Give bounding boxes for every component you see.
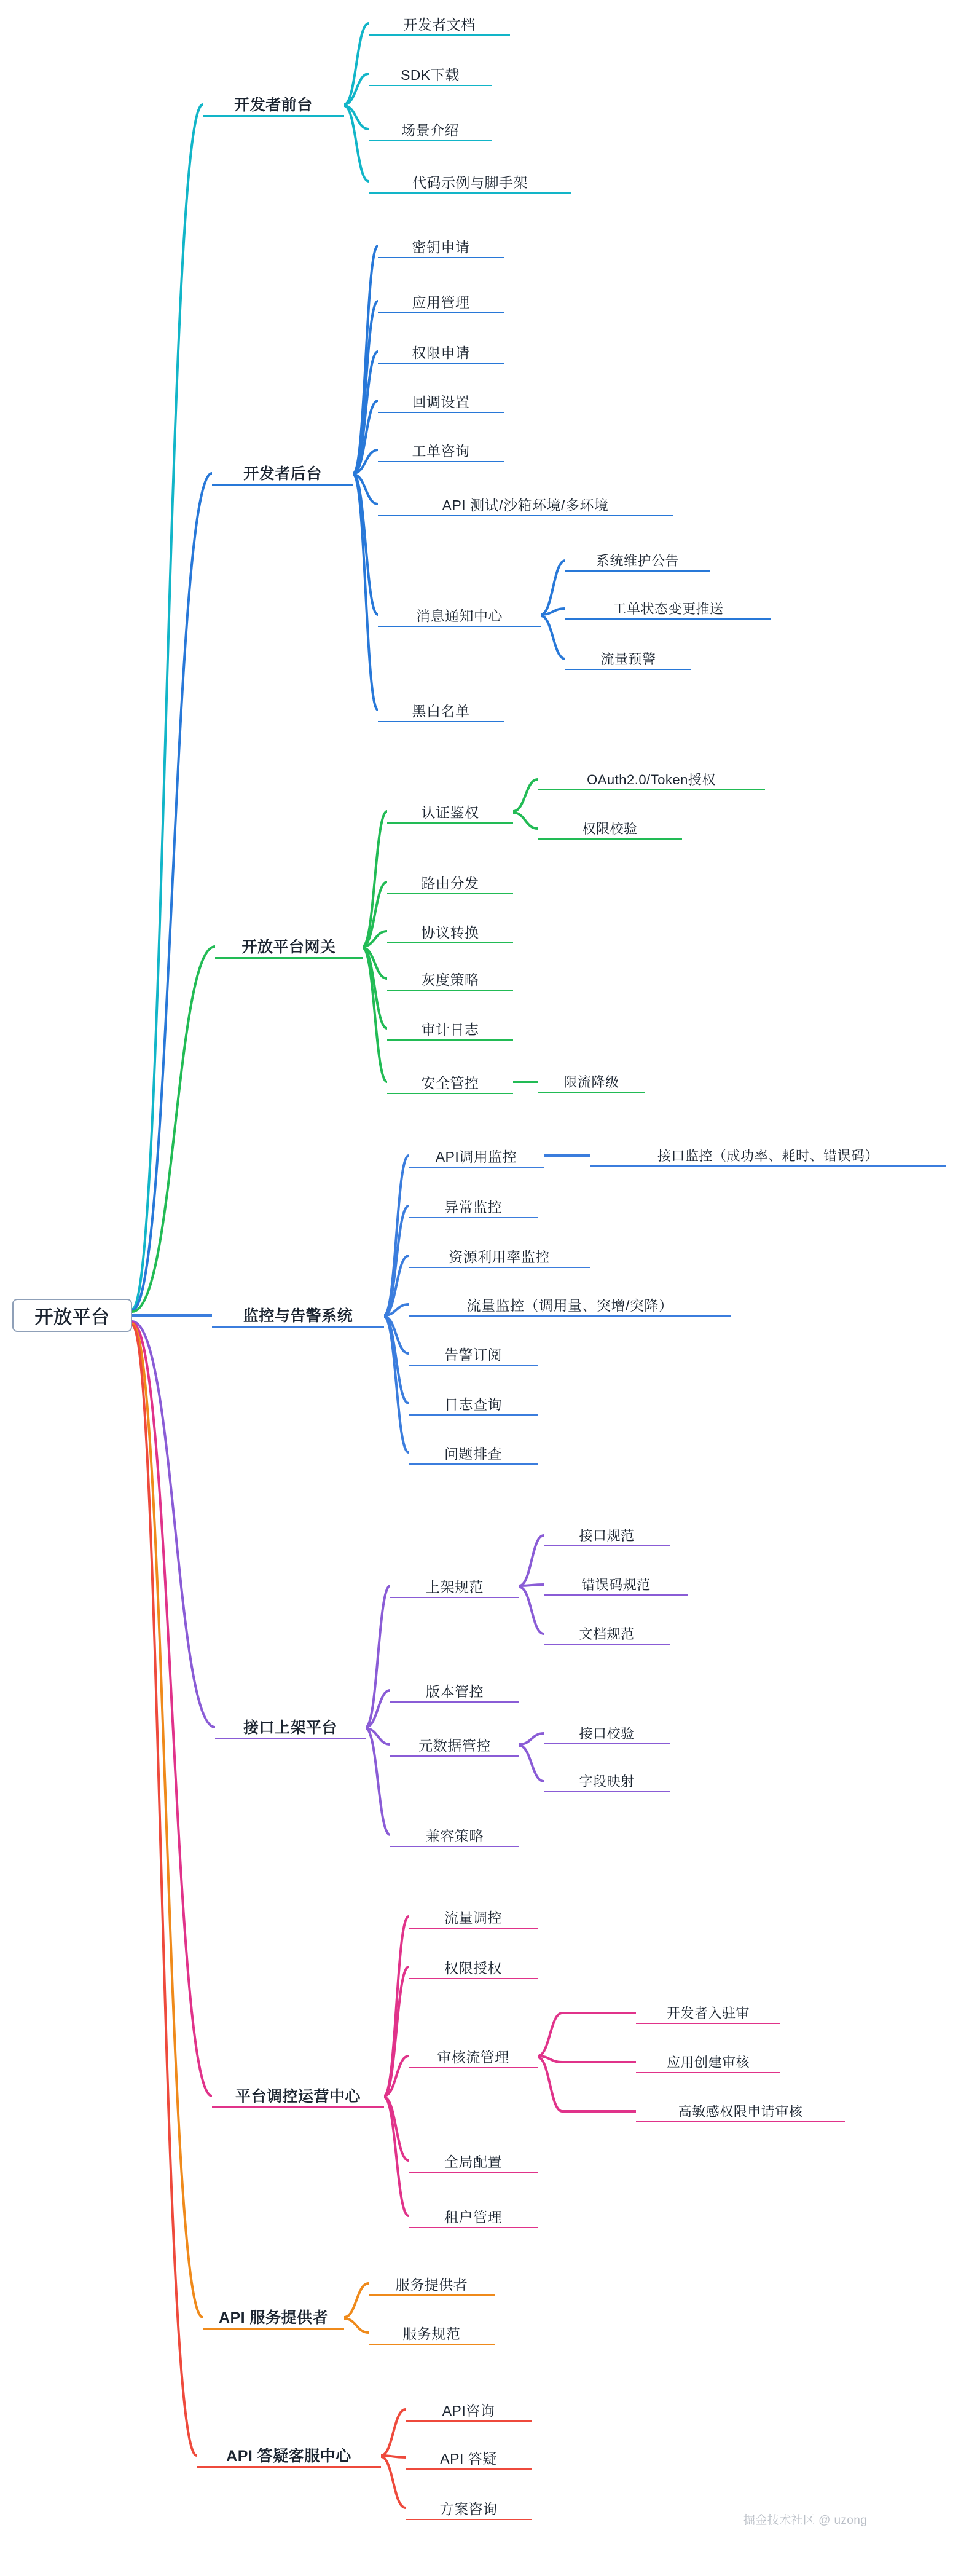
- child-label: 权限申请: [412, 344, 470, 361]
- child-label: API 测试/沙箱环境/多环境: [442, 497, 609, 513]
- child-node[interactable]: [378, 341, 504, 364]
- child-node[interactable]: [409, 1342, 538, 1366]
- child-label: 审计日志: [421, 1021, 479, 1038]
- branch-label: 接口上架平台: [243, 1719, 337, 1736]
- child-label: 应用管理: [412, 294, 470, 310]
- grandchild-label: 错误码规范: [581, 1577, 651, 1593]
- child-node[interactable]: [390, 1679, 519, 1703]
- child-node[interactable]: [390, 1733, 519, 1757]
- grandchild-node[interactable]: [590, 1144, 946, 1167]
- child-label: 元数据管控: [418, 1737, 491, 1754]
- child-node[interactable]: [387, 1071, 513, 1094]
- root-label: 开放平台: [34, 1307, 110, 1328]
- grandchild-label: OAuth2.0/Token授权: [587, 771, 716, 787]
- child-node[interactable]: [378, 235, 504, 258]
- child-label: 路由分发: [421, 875, 479, 891]
- grandchild-node[interactable]: [565, 648, 691, 670]
- grandchild-label: 文档规范: [579, 1626, 635, 1642]
- child-label: 流量监控（调用量、突增/突降）: [466, 1297, 673, 1314]
- child-node[interactable]: [369, 2272, 495, 2296]
- branch-label: 监控与告警系统: [243, 1307, 353, 1325]
- branch-label: 开发者前台: [234, 96, 313, 114]
- child-label: API咨询: [442, 2402, 495, 2419]
- grandchild-node[interactable]: [636, 2051, 780, 2073]
- child-label: 消息通知中心: [416, 607, 503, 624]
- child-node[interactable]: [369, 2322, 495, 2345]
- child-label: 协议转换: [421, 924, 479, 940]
- branch-node-developer-console[interactable]: [212, 461, 353, 486]
- child-label: API调用监控: [435, 1148, 517, 1165]
- child-label: 开发者文档: [403, 16, 476, 33]
- child-node[interactable]: [409, 1441, 538, 1465]
- child-node[interactable]: [406, 2398, 532, 2422]
- child-node[interactable]: [409, 1905, 538, 1929]
- child-label: 工单咨询: [412, 443, 470, 459]
- grandchild-node[interactable]: [565, 597, 771, 620]
- branch-node-gateway[interactable]: [215, 934, 363, 959]
- child-label: 资源利用率监控: [449, 1248, 550, 1265]
- child-label: 黑白名单: [412, 703, 470, 719]
- grandchild-label: 流量预警: [600, 651, 656, 667]
- branch-label: 开发者后台: [243, 465, 322, 483]
- mindmap-root-node[interactable]: [12, 1299, 132, 1332]
- child-node[interactable]: [390, 1575, 519, 1598]
- child-node[interactable]: [369, 12, 510, 36]
- grandchild-node[interactable]: [544, 1770, 670, 1792]
- child-label: 告警订阅: [444, 1346, 502, 1363]
- branch-node-listing-platform[interactable]: [215, 1715, 366, 1739]
- grandchild-node[interactable]: [636, 2002, 780, 2024]
- child-node[interactable]: [378, 493, 673, 516]
- child-label: 租户管理: [444, 2208, 502, 2225]
- child-label: 问题排查: [444, 1445, 502, 1462]
- branch-label: API 答疑客服中心: [226, 2447, 351, 2465]
- child-node[interactable]: [406, 2497, 532, 2520]
- child-node[interactable]: [378, 699, 504, 722]
- grandchild-label: 高敏感权限申请审核: [678, 2103, 803, 2119]
- grandchild-node[interactable]: [544, 1623, 670, 1645]
- child-label: 版本管控: [426, 1683, 484, 1700]
- grandchild-node[interactable]: [544, 1524, 670, 1546]
- child-node[interactable]: [369, 63, 492, 86]
- child-node[interactable]: [406, 2446, 532, 2470]
- child-node[interactable]: [387, 1017, 513, 1041]
- child-node[interactable]: [369, 118, 492, 141]
- child-node[interactable]: [387, 967, 513, 991]
- grandchild-node[interactable]: [636, 2100, 845, 2122]
- child-label: 方案咨询: [439, 2500, 498, 2517]
- child-label: SDK下载: [401, 66, 460, 83]
- child-label: 代码示例与脚手架: [412, 174, 528, 191]
- grandchild-node[interactable]: [538, 1071, 645, 1093]
- child-label: 流量调控: [444, 1909, 502, 1926]
- child-node[interactable]: [409, 2045, 538, 2068]
- watermark-text: 掘金技术社区 @ uzong: [743, 2514, 868, 2527]
- branch-node-operations-center[interactable]: [212, 2084, 384, 2108]
- child-node[interactable]: [387, 800, 513, 824]
- child-node[interactable]: [409, 1392, 538, 1416]
- grandchild-label: 字段映射: [579, 1773, 635, 1789]
- branch-node-api-support[interactable]: [197, 2443, 381, 2468]
- child-node[interactable]: [378, 290, 504, 313]
- grandchild-label: 限流降级: [563, 1074, 619, 1090]
- grandchild-label: 权限校验: [582, 821, 638, 837]
- branch-label: API 服务提供者: [218, 2309, 329, 2326]
- grandchild-label: 接口规范: [579, 1527, 635, 1543]
- child-label: 密钥申请: [412, 238, 470, 255]
- grandchild-node[interactable]: [538, 768, 765, 790]
- child-node[interactable]: [387, 871, 513, 894]
- child-label: API 答疑: [440, 2450, 497, 2467]
- child-label: 全局配置: [444, 2153, 502, 2170]
- child-node[interactable]: [409, 1293, 731, 1317]
- child-label: 安全管控: [421, 1074, 479, 1091]
- child-label: 审核流管理: [437, 2049, 509, 2065]
- child-node[interactable]: [409, 2149, 538, 2173]
- child-label: 服务提供者: [395, 2276, 468, 2293]
- branch-node-api-provider[interactable]: [203, 2305, 344, 2330]
- child-node[interactable]: [378, 439, 504, 462]
- child-node[interactable]: [409, 1144, 544, 1168]
- child-label: 场景介绍: [401, 122, 459, 138]
- child-label: 认证鉴权: [421, 804, 479, 821]
- child-node[interactable]: [378, 390, 504, 413]
- grandchild-label: 接口监控（成功率、耗时、错误码）: [657, 1148, 879, 1164]
- branch-label: 开放平台网关: [241, 938, 336, 956]
- grandchild-label: 系统维护公告: [595, 553, 679, 569]
- grandchild-label: 接口校验: [579, 1725, 635, 1741]
- branch-node-developer-portal[interactable]: [203, 92, 344, 117]
- grandchild-label: 工单状态变更推送: [613, 601, 724, 616]
- child-label: 异常监控: [444, 1199, 502, 1215]
- grandchild-node[interactable]: [565, 549, 710, 572]
- grandchild-label: 开发者入驻审: [666, 2005, 750, 2021]
- child-node[interactable]: [409, 1195, 538, 1218]
- child-label: 日志查询: [444, 1396, 502, 1412]
- branch-node-monitoring[interactable]: [212, 1303, 384, 1328]
- child-node[interactable]: [387, 920, 513, 943]
- child-label: 回调设置: [412, 393, 470, 410]
- child-label: 灰度策略: [421, 971, 479, 988]
- grandchild-node[interactable]: [544, 1574, 688, 1596]
- grandchild-node[interactable]: [544, 1722, 670, 1744]
- branch-label: 平台调控运营中心: [235, 2087, 361, 2105]
- child-node[interactable]: [369, 170, 571, 194]
- grandchild-label: 应用创建审核: [666, 2054, 750, 2070]
- child-node[interactable]: [409, 1245, 590, 1268]
- child-node[interactable]: [390, 1824, 519, 1847]
- child-label: 上架规范: [426, 1578, 484, 1595]
- child-label: 权限授权: [444, 1960, 502, 1976]
- child-node[interactable]: [378, 604, 541, 627]
- child-label: 兼容策略: [426, 1827, 484, 1844]
- watermark: [743, 2511, 867, 2527]
- grandchild-node[interactable]: [538, 817, 682, 840]
- child-node[interactable]: [409, 1956, 538, 1979]
- child-label: 服务规范: [402, 2325, 461, 2342]
- child-node[interactable]: [409, 2205, 538, 2228]
